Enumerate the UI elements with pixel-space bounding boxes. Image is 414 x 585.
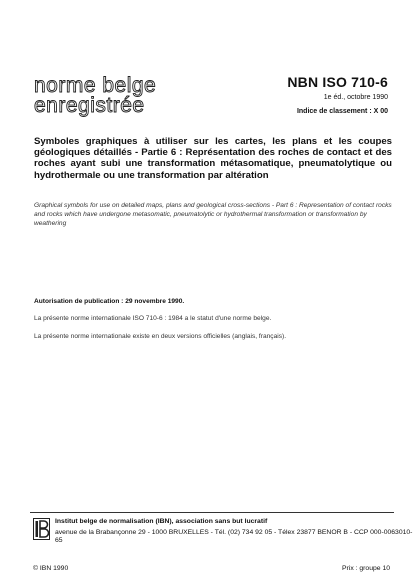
document-title-english: Graphical symbols for use on detailed maps, plans and geological cross-sections - Part 6 : Representation of contact rocks and rocks which have undergone metasomatic, pneumatolytic or hydrothermal transformation or transformation by weathering <box>34 202 392 227</box>
institute-address: avenue de la Brabançonne 29 - 1000 BRUXELLES - Tél. (02) 734 92 05 - Télex 23877 BENOR B - CCP 000-0063010-65 <box>55 529 413 544</box>
price-group: Prix : groupe 10 <box>342 565 390 572</box>
norme-belge-heading: norme belge <box>34 74 157 97</box>
classification-index: Indice de classement : X 00 <box>296 108 388 115</box>
standard-reference: NBN ISO 710-6 <box>287 74 388 90</box>
status-note: La présente norme internationale ISO 710-6 : 1984 a le statut d'une norme belge. <box>34 315 272 322</box>
document-title-french: Symboles graphiques à utiliser sur les cartes, les plans et les coupes géologiques détaillés - Partie 6 : Représentation des roches de contact et des roches ayant subi une transformation métasomatique, pneumatolytique ou hydrothermale ou une transformation par altération <box>34 136 392 181</box>
footer-divider <box>30 512 394 513</box>
versions-note: La présente norme internationale existe en deux versions officielles (anglais, français). <box>34 333 287 340</box>
publication-authorisation: Autorisation de publication : 29 novembre 1990. <box>34 298 185 305</box>
enregistree-heading: enregistrée <box>34 94 145 117</box>
ibn-logo-icon <box>33 518 50 540</box>
copyright-notice: © IBN 1990 <box>33 565 69 572</box>
institute-name: Institut belge de normalisation (IBN), association sans but lucratif <box>55 518 268 525</box>
edition-date: 1e éd., octobre 1990 <box>323 94 388 101</box>
